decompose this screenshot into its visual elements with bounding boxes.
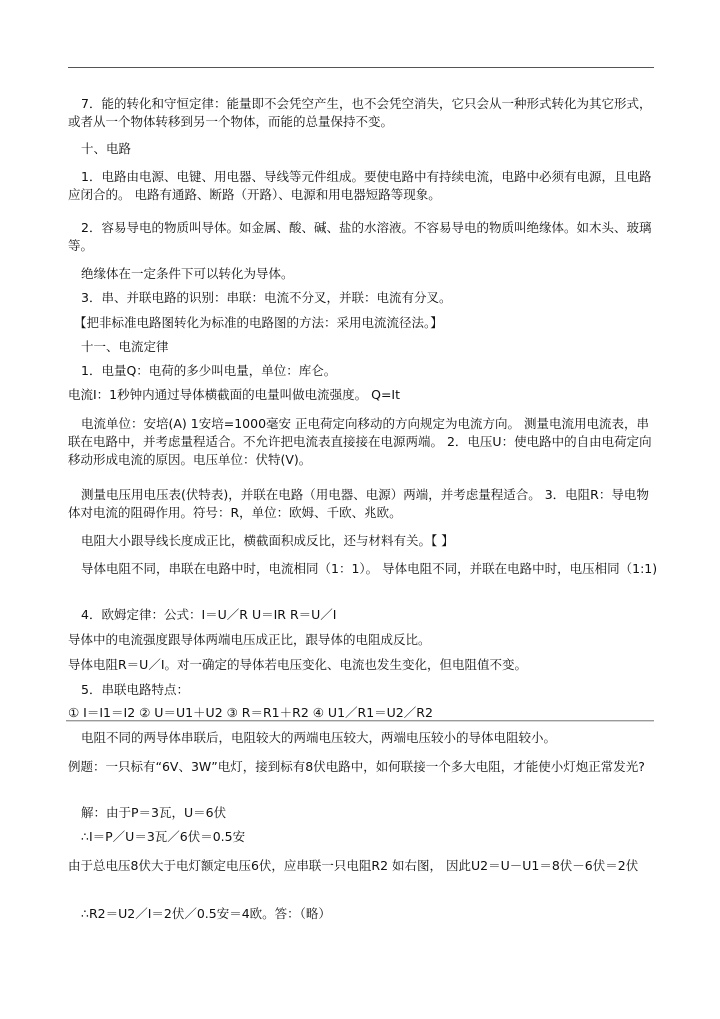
- paragraph-charge: 1．电量Q：电荷的多少叫电量，单位：库仑。: [81, 363, 337, 378]
- paragraph-conductors: 2．容易导电的物质叫导体。如金属、酸、碱、盐的水溶液。不容易导电的物质叫绝缘体。如木头、玻璃等。: [68, 220, 652, 253]
- paragraph-current-unit-voltage: 电流单位：安培(A) 1安培=1000毫安 正电荷定向移动的方向规定为电流方向。 测量电流用电流表，串联在电路中，并考虑量程适合。不允许把电流表直接接在电源两端。 2．电压U：使电路中的自由电荷定向移动形成电流的原因。电压单位：伏特(V)。: [68, 416, 652, 467]
- section-heading-current-law: 十一、电流定律: [81, 339, 169, 354]
- paragraph-energy-conservation: 7．能的转化和守恒定律：能量即不会凭空产生，也不会凭空消失，它只会从一种形式转化为其它形式，或者从一个物体转移到另一个物体，而能的总量保持不变。: [68, 96, 652, 129]
- paragraph-voltmeter-resistance: 测量电压用电压表(伏特表)，并联在电路（用电器、电源）两端，并考虑量程适合。 3．电阻R：导电物体对电流的阻碍作用。符号：R，单位：欧姆、千欧、兆欧。: [68, 487, 649, 520]
- paragraph-solution-current: ∴I＝P／U＝3瓦／6伏＝0.5安: [81, 829, 246, 844]
- separator-line: [66, 720, 654, 722]
- section-heading-circuit: 十、电路: [81, 141, 132, 156]
- paragraph-solution-resistance: ∴R2＝U2／I＝2伏／0.5安＝4欧。答：（略）: [81, 906, 331, 921]
- paragraph-series-formulas: ① I＝I1＝I2 ② U＝U1＋U2 ③ R＝R1＋R2 ④ U1／R1＝U2／R2: [68, 705, 433, 720]
- paragraph-circuit-composition: 1．电路由电源、电键、用电器、导线等元件组成。要使电路中有持续电流，电路中必须有电源，且电路应闭合的。 电路有通路、断路（开路）、电源和用电器短路等现象。: [68, 169, 652, 202]
- paragraph-series-parallel: 3．串、并联电路的识别：串联：电流不分叉，并联：电流有分叉。: [81, 290, 452, 305]
- paragraph-insulator-conversion: 绝缘体在一定条件下可以转化为导体。: [81, 266, 294, 281]
- paragraph-ohms-law: 4．欧姆定律：公式：I＝U／R U＝IR R＝U／I: [81, 607, 337, 622]
- paragraph-current-path-method: 【把非标准电路图转化为标准的电路图的方法：采用电流流径法。】: [74, 315, 443, 330]
- paragraph-solution-voltage: 由于总电压8伏大于电灯额定电压6伏，应串联一只电阻R2 如右图， 因此U2＝U－U1＝8伏－6伏＝2伏: [68, 858, 639, 873]
- paragraph-series-features-heading: 5．串联电路特点：: [81, 682, 189, 697]
- paragraph-series-voltage-distribution: 电阻不同的两导体串联后，电阻较大的两端电压较大，两端电压较小的导体电阻较小。: [81, 730, 557, 745]
- paragraph-series-parallel-ratio: 导体电阻不同，串联在电路中时，电流相同（1：1）。 导体电阻不同，并联在电路中时，电压相同（1:1): [81, 561, 658, 576]
- paragraph-resistance-constant: 导体电阻R＝U／I。对一确定的导体若电压变化、电流也发生变化，但电阻值不变。: [68, 657, 528, 672]
- paragraph-resistance-factors: 电阻大小跟导线长度成正比，横截面积成反比，还与材料有关。【 】: [81, 533, 454, 548]
- paragraph-solution-given: 解：由于P＝3瓦，U＝6伏: [81, 805, 227, 820]
- paragraph-ohms-law-statement: 导体中的电流强度跟导体两端电压成正比，跟导体的电阻成反比。: [68, 632, 431, 647]
- header-rule: [68, 67, 654, 68]
- paragraph-current-definition: 电流I：1秒钟内通过导体横截面的电量叫做电流强度。 Q=It: [68, 387, 401, 402]
- paragraph-example-question: 例题：一只标有“6V、3W”电灯，接到标有8伏电路中，如何联接一个多大电阻，才能使小灯炮正常发光?: [68, 759, 645, 774]
